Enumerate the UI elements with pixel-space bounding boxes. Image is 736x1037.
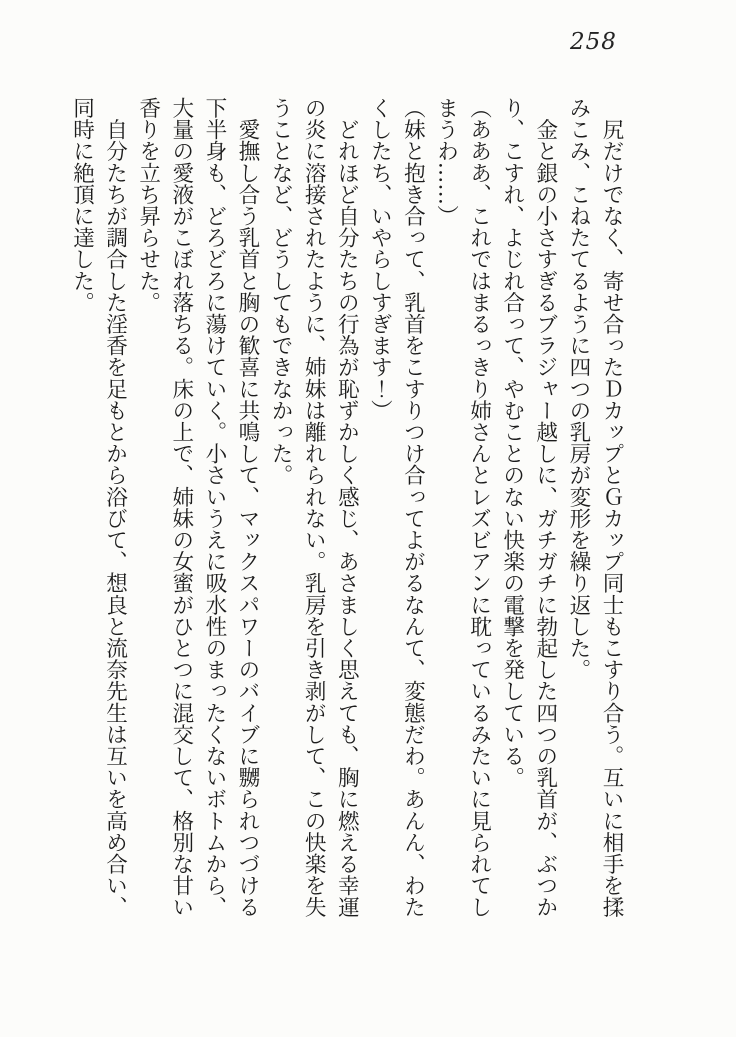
- paragraph: 自分たちが調合した淫香を足もとから浴びて、想良と流奈先生は互いを高め合い、同時に絶頂に達した。: [69, 97, 128, 918]
- paragraph: （あああ、これではまるっきり姉さんとレズビアンに耽っているみたいに見られてしまうわ……）: [433, 97, 492, 918]
- paragraph: （妹と抱き合って、乳首をこすりつけ合ってよがるなんて、変態だわ。あんん、わたくしたち、いやらしすぎます！）: [367, 97, 426, 918]
- page-number: 258: [570, 29, 617, 55]
- paragraph: 金と銀の小さすぎるブラジャー越しに、ガチガチに勃起した四つの乳首が、ぶつかり、こすれ、よじれ合って、やむことのない快楽の電撃を発している。: [499, 97, 558, 918]
- paragraph: どれほど自分たちの行為が恥ずかしく感じ、あさましく思えても、胸に燃える幸運の炎に溶接されたように、姉妹は離れられない。乳房を引き剥がして、この快楽を失うことなど、どうしてもできなかった。: [268, 97, 360, 918]
- paragraph: 尻だけでなく、寄せ合ったＤカップとＧカップ同士もこすり合う。互いに相手を揉みこみ、こねたてるように四つの乳房が変形を繰り返した。: [565, 97, 624, 918]
- text-block: [53, 97, 628, 919]
- paragraph: 愛撫し合う乳首と胸の歓喜に共鳴して、マックスパワーのバイブに嬲られつづける下半身も、どろどろに蕩けていく。小さいうえに吸水性のまったくないボトムから、大量の愛液がこぼれ落ちる。床の上で、姉妹の女蜜がひとつに混交して、格別な甘い香りを立ち昇らせた。: [135, 97, 260, 918]
